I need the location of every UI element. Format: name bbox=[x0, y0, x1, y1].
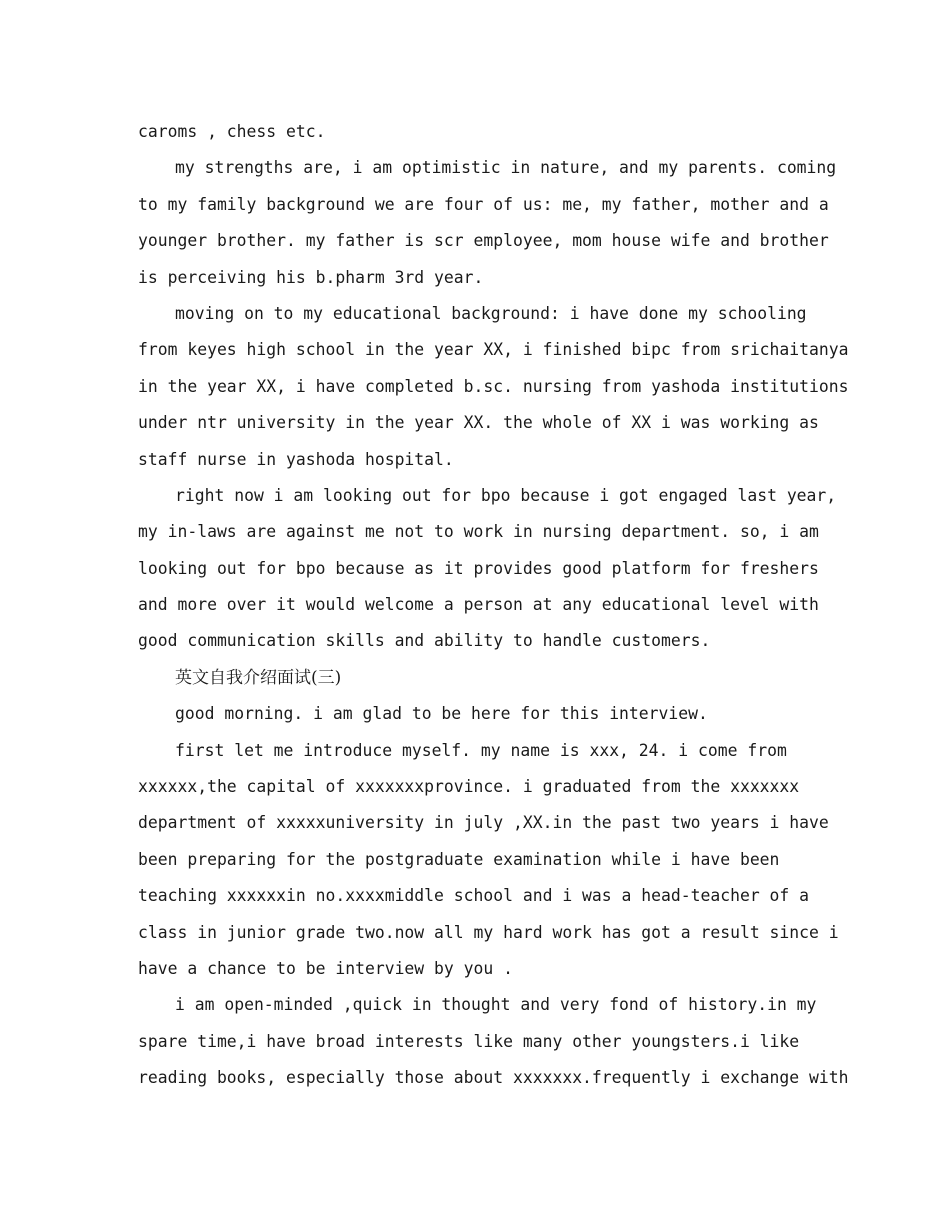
text-line: spare time,i have broad interests like many other youngsters.i like bbox=[138, 1031, 800, 1051]
text-line: moving on to my educational background: i have done my schooling bbox=[175, 303, 807, 323]
text-line: my strengths are, i am optimistic in nature, and my parents. coming bbox=[175, 158, 837, 178]
text-line: looking out for bpo because as it provides good platform for freshers bbox=[138, 558, 819, 578]
text-line: staff nurse in yashoda hospital. bbox=[138, 449, 454, 469]
text-line: class in junior grade two.now all my hard work has got a result since i bbox=[138, 922, 839, 942]
document-body bbox=[138, 114, 849, 1097]
section-heading: 英文自我介绍面试(三) bbox=[175, 667, 342, 688]
text-line: is perceiving his b.pharm 3rd year. bbox=[138, 267, 484, 287]
text-line: teaching xxxxxxin no.xxxxmiddle school and i was a head-teacher of a bbox=[138, 886, 810, 906]
text-line: i am open-minded ,quick in thought and very fond of history.in my bbox=[175, 995, 817, 1015]
text-line: right now i am looking out for bpo because i got engaged last year, bbox=[175, 485, 837, 505]
text-line: under ntr university in the year XX. the whole of XX i was working as bbox=[138, 413, 819, 433]
text-line: my in-laws are against me not to work in nursing department. so, i am bbox=[138, 522, 819, 542]
text-line: department of xxxxxuniversity in july ,XX.in the past two years i have bbox=[138, 813, 829, 833]
text-line: been preparing for the postgraduate examination while i have been bbox=[138, 849, 780, 869]
text-line: in the year XX, i have completed b.sc. nursing from yashoda institutions bbox=[138, 376, 849, 396]
text-line: from keyes high school in the year XX, i finished bipc from srichaitanya bbox=[138, 340, 849, 360]
text-line: caroms , chess etc. bbox=[138, 122, 326, 141]
text-line: reading books, especially those about xxxxxxx.frequently i exchange with bbox=[138, 1068, 849, 1088]
text-line: younger brother. my father is scr employee, mom house wife and brother bbox=[138, 231, 829, 251]
text-line: first let me introduce myself. my name is xxx, 24. i come from bbox=[175, 740, 787, 760]
text-line: good morning. i am glad to be here for this interview. bbox=[175, 704, 708, 724]
text-line: to my family background we are four of us: me, my father, mother and a bbox=[138, 194, 829, 214]
text-line: have a chance to be interview by you . bbox=[138, 958, 513, 978]
text-line: good communication skills and ability to handle customers. bbox=[138, 631, 711, 651]
text-line: xxxxxx,the capital of xxxxxxxprovince. i graduated from the xxxxxxx bbox=[138, 777, 800, 797]
text-line: and more over it would welcome a person at any educational level with bbox=[138, 595, 819, 615]
